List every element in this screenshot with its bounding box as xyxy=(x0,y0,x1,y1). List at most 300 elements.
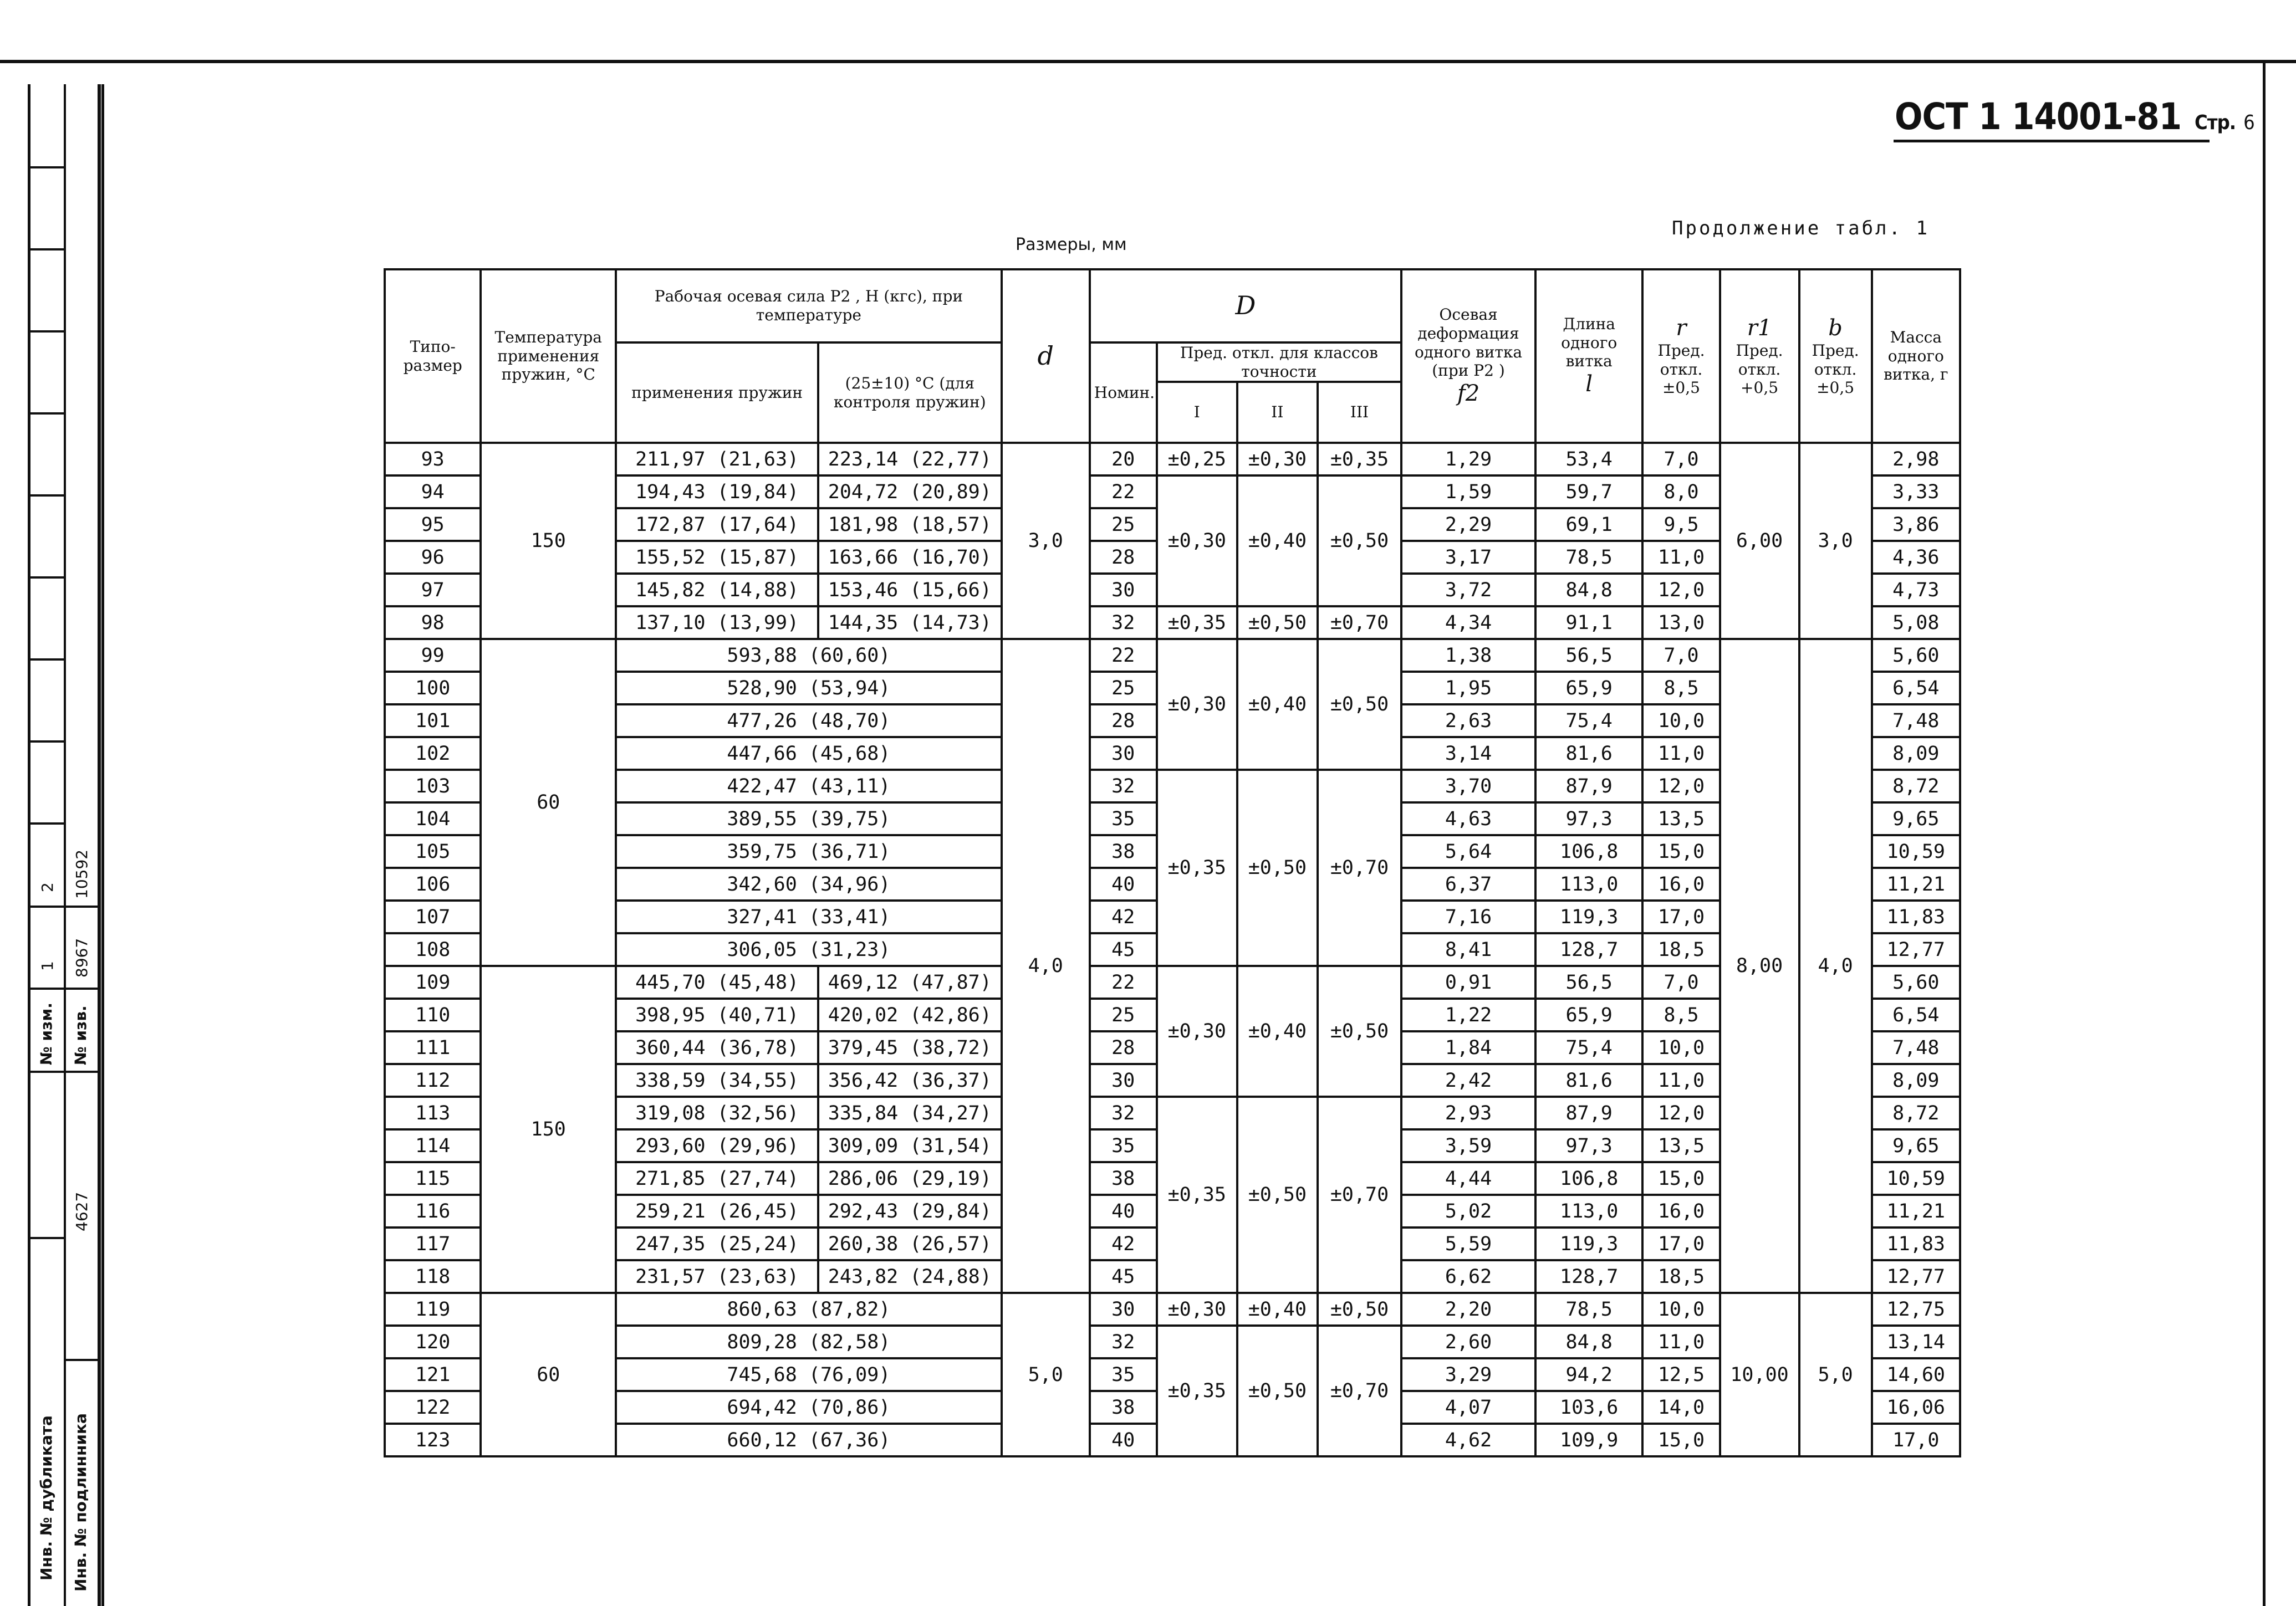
stamp-cell xyxy=(30,248,64,333)
cell-r: 13,0 xyxy=(1642,606,1720,639)
cell-size-type: 102 xyxy=(385,737,481,770)
cell-mass: 11,83 xyxy=(1872,901,1960,933)
cell-tolerance-class-1: ±0,35 xyxy=(1157,770,1237,966)
cell-size-type: 123 xyxy=(385,1424,481,1456)
cell-D-nominal: 25 xyxy=(1090,672,1157,704)
header-b-symbol: b xyxy=(1828,315,1843,341)
cell-temperature: 60 xyxy=(481,1293,616,1456)
stamp-label-duplicate: Инв. № дубликата xyxy=(37,1415,55,1581)
cell-deformation: 7,16 xyxy=(1401,901,1535,933)
cell-tolerance-class-1: ±0,30 xyxy=(1157,1293,1237,1326)
cell-force-application: 271,85 (27,74) xyxy=(616,1162,818,1195)
cell-mass: 9,65 xyxy=(1872,1129,1960,1162)
stamp-label-doc: № изв. xyxy=(72,1005,90,1065)
cell-deformation: 1,59 xyxy=(1401,475,1535,508)
cell-size-type: 121 xyxy=(385,1358,481,1391)
cell-r: 13,5 xyxy=(1642,802,1720,835)
cell-length: 81,6 xyxy=(1535,737,1642,770)
cell-D-nominal: 35 xyxy=(1090,1129,1157,1162)
cell-mass: 4,73 xyxy=(1872,574,1960,606)
cell-force-control: 309,09 (31,54) xyxy=(818,1129,1002,1162)
cell-force: 342,60 (34,96) xyxy=(616,868,1001,901)
cell-tolerance-class-2: ±0,40 xyxy=(1237,639,1318,770)
cell-force: 327,41 (33,41) xyxy=(616,901,1001,933)
cell-r: 10,0 xyxy=(1642,1031,1720,1064)
cell-length: 128,7 xyxy=(1535,933,1642,966)
cell-force-application: 360,44 (36,78) xyxy=(616,1031,818,1064)
cell-tolerance-class-1: ±0,25 xyxy=(1157,443,1237,475)
stamp-cell xyxy=(30,988,64,1073)
cell-temperature: 60 xyxy=(481,639,616,966)
cell-length: 106,8 xyxy=(1535,835,1642,868)
header-D: D xyxy=(1090,269,1401,342)
cell-D-nominal: 22 xyxy=(1090,639,1157,672)
stamp-cell xyxy=(30,330,64,415)
stamp-inventory-no: 4627 xyxy=(73,1191,91,1231)
cell-tolerance-class-3: ±0,70 xyxy=(1318,606,1401,639)
cell-length: 113,0 xyxy=(1535,1195,1642,1227)
cell-mass: 11,21 xyxy=(1872,868,1960,901)
stamp-cell xyxy=(65,1071,98,1361)
cell-tolerance-class-3: ±0,35 xyxy=(1318,443,1401,475)
cell-deformation: 3,17 xyxy=(1401,541,1535,574)
cell-mass: 8,09 xyxy=(1872,737,1960,770)
cell-deformation: 1,95 xyxy=(1401,672,1535,704)
header-mass: Масса одного витка, г xyxy=(1872,269,1960,443)
cell-r: 17,0 xyxy=(1642,901,1720,933)
cell-D-nominal: 30 xyxy=(1090,574,1157,606)
cell-r: 10,0 xyxy=(1642,1293,1720,1326)
cell-r: 15,0 xyxy=(1642,1424,1720,1456)
cell-force-application: 172,87 (17,64) xyxy=(616,508,818,541)
table-row xyxy=(385,443,1960,475)
cell-length: 78,5 xyxy=(1535,1293,1642,1326)
cell-mass: 17,0 xyxy=(1872,1424,1960,1456)
stamp-doc-no-2: 10592 xyxy=(73,849,91,899)
cell-tolerance-class-2: ±0,50 xyxy=(1237,770,1318,966)
cell-size-type: 106 xyxy=(385,868,481,901)
header-D-tolerance: Пред. откл. для классов точности xyxy=(1157,342,1401,382)
cell-length: 87,9 xyxy=(1535,770,1642,802)
cell-length: 78,5 xyxy=(1535,541,1642,574)
cell-force-application: 247,35 (25,24) xyxy=(616,1227,818,1260)
cell-size-type: 105 xyxy=(385,835,481,868)
cell-tolerance-class-3: ±0,70 xyxy=(1318,1097,1401,1293)
cell-length: 113,0 xyxy=(1535,868,1642,901)
header-force-control: (25±10) °С (для контроля пружин) xyxy=(818,342,1002,443)
cell-D-nominal: 32 xyxy=(1090,1326,1157,1358)
header-length-symbol: l xyxy=(1585,371,1593,397)
cell-force-control: 163,66 (16,70) xyxy=(818,541,1002,574)
cell-force-application: 231,57 (23,63) xyxy=(616,1260,818,1293)
cell-deformation: 6,37 xyxy=(1401,868,1535,901)
cell-r: 8,5 xyxy=(1642,672,1720,704)
header-length-label: Длина одного витка xyxy=(1561,315,1618,371)
cell-deformation: 3,70 xyxy=(1401,770,1535,802)
cell-mass: 8,72 xyxy=(1872,770,1960,802)
cell-mass: 2,98 xyxy=(1872,443,1960,475)
stamp-cell xyxy=(30,84,64,168)
cell-size-type: 109 xyxy=(385,966,481,999)
header-class-2: II xyxy=(1237,382,1318,443)
cell-D-nominal: 25 xyxy=(1090,508,1157,541)
stamp-label-original: Инв. № подлинника xyxy=(72,1413,90,1592)
cell-mass: 10,59 xyxy=(1872,1162,1960,1195)
page-label: Стр. xyxy=(2195,111,2236,134)
cell-b: 3,0 xyxy=(1799,443,1872,639)
cell-size-type: 113 xyxy=(385,1097,481,1129)
cell-tolerance-class-2: ±0,40 xyxy=(1237,966,1318,1097)
cell-D-nominal: 35 xyxy=(1090,1358,1157,1391)
cell-d: 5,0 xyxy=(1002,1293,1090,1456)
cell-force: 809,28 (82,58) xyxy=(616,1326,1001,1358)
cell-deformation: 3,14 xyxy=(1401,737,1535,770)
cell-deformation: 4,44 xyxy=(1401,1162,1535,1195)
cell-tolerance-class-1: ±0,35 xyxy=(1157,1097,1237,1293)
cell-force-application: 293,60 (29,96) xyxy=(616,1129,818,1162)
cell-mass: 7,48 xyxy=(1872,1031,1960,1064)
header-d: d xyxy=(1002,269,1090,443)
cell-mass: 13,14 xyxy=(1872,1326,1960,1358)
stamp-cell xyxy=(65,1359,98,1603)
spring-parameters-table xyxy=(384,268,1961,1457)
cell-deformation: 2,42 xyxy=(1401,1064,1535,1097)
stamp-cell xyxy=(30,412,64,497)
cell-D-nominal: 30 xyxy=(1090,1293,1157,1326)
cell-force-control: 420,02 (42,86) xyxy=(818,999,1002,1031)
cell-d: 4,0 xyxy=(1002,639,1090,1293)
cell-force: 359,75 (36,71) xyxy=(616,835,1001,868)
table-row xyxy=(385,639,1960,672)
cell-deformation: 4,62 xyxy=(1401,1424,1535,1456)
cell-mass: 12,77 xyxy=(1872,933,1960,966)
cell-length: 69,1 xyxy=(1535,508,1642,541)
header-length xyxy=(1535,269,1642,443)
document-code-text: ОСТ 1 14001-81 xyxy=(1895,95,2182,138)
stamp-cell xyxy=(30,822,64,908)
cell-force: 528,90 (53,94) xyxy=(616,672,1001,704)
cell-D-nominal: 32 xyxy=(1090,770,1157,802)
cell-tolerance-class-2: ±0,40 xyxy=(1237,1293,1318,1326)
cell-tolerance-class-1: ±0,35 xyxy=(1157,606,1237,639)
cell-force-control: 181,98 (18,57) xyxy=(818,508,1002,541)
cell-r: 11,0 xyxy=(1642,541,1720,574)
cell-length: 91,1 xyxy=(1535,606,1642,639)
cell-deformation: 2,93 xyxy=(1401,1097,1535,1129)
stamp-column-docs xyxy=(65,84,98,1606)
cell-D-nominal: 40 xyxy=(1090,1424,1157,1456)
cell-force-application: 445,70 (45,48) xyxy=(616,966,818,999)
cell-r1: 10,00 xyxy=(1720,1293,1799,1456)
header-b xyxy=(1799,269,1872,443)
cell-size-type: 110 xyxy=(385,999,481,1031)
table-row xyxy=(385,1293,1960,1326)
cell-mass: 7,48 xyxy=(1872,704,1960,737)
cell-force-control: 469,12 (47,87) xyxy=(818,966,1002,999)
cell-size-type: 112 xyxy=(385,1064,481,1097)
cell-r: 9,5 xyxy=(1642,508,1720,541)
header-temperature: Температура применения пружин, °С xyxy=(481,269,616,443)
cell-tolerance-class-3: ±0,50 xyxy=(1318,475,1401,606)
cell-force: 860,63 (87,82) xyxy=(616,1293,1001,1326)
cell-D-nominal: 28 xyxy=(1090,541,1157,574)
cell-deformation: 1,84 xyxy=(1401,1031,1535,1064)
cell-mass: 3,33 xyxy=(1872,475,1960,508)
cell-D-nominal: 40 xyxy=(1090,868,1157,901)
cell-mass: 10,59 xyxy=(1872,835,1960,868)
cell-mass: 6,54 xyxy=(1872,672,1960,704)
cell-size-type: 118 xyxy=(385,1260,481,1293)
cell-r: 12,5 xyxy=(1642,1358,1720,1391)
cell-r: 8,5 xyxy=(1642,999,1720,1031)
header-force: Рабочая осевая сила P2 , Н (кгс), при температуре xyxy=(616,269,1001,342)
cell-tolerance-class-1: ±0,30 xyxy=(1157,966,1237,1097)
cell-D-nominal: 30 xyxy=(1090,1064,1157,1097)
cell-r: 8,0 xyxy=(1642,475,1720,508)
cell-mass: 11,21 xyxy=(1872,1195,1960,1227)
cell-tolerance-class-1: ±0,30 xyxy=(1157,475,1237,606)
stamp-doc-no-1: 8967 xyxy=(73,938,91,978)
cell-tolerance-class-2: ±0,30 xyxy=(1237,443,1318,475)
cell-force-application: 211,97 (21,63) xyxy=(616,443,818,475)
frame-right-line xyxy=(2263,62,2266,1606)
header-b-tolerance: Пред. откл. ±0,5 xyxy=(1812,341,1859,397)
cell-force-application: 137,10 (13,99) xyxy=(616,606,818,639)
cell-length: 65,9 xyxy=(1535,672,1642,704)
cell-size-type: 108 xyxy=(385,933,481,966)
cell-size-type: 93 xyxy=(385,443,481,475)
cell-r: 16,0 xyxy=(1642,1195,1720,1227)
stamp-cell xyxy=(30,1237,64,1603)
cell-mass: 4,36 xyxy=(1872,541,1960,574)
cell-length: 81,6 xyxy=(1535,1064,1642,1097)
cell-deformation: 1,22 xyxy=(1401,999,1535,1031)
cell-D-nominal: 30 xyxy=(1090,737,1157,770)
cell-D-nominal: 32 xyxy=(1090,606,1157,639)
cell-force-control: 243,82 (24,88) xyxy=(818,1260,1002,1293)
cell-force-application: 194,43 (19,84) xyxy=(616,475,818,508)
header-r xyxy=(1642,269,1720,443)
header-r1-tolerance: Пред. откл. +0,5 xyxy=(1736,341,1783,397)
header-force-application: применения пружин xyxy=(616,342,818,443)
cell-force: 593,88 (60,60) xyxy=(616,639,1001,672)
cell-r: 11,0 xyxy=(1642,737,1720,770)
cell-force-application: 145,82 (14,88) xyxy=(616,574,818,606)
cell-size-type: 100 xyxy=(385,672,481,704)
cell-length: 94,2 xyxy=(1535,1358,1642,1391)
cell-force-control: 292,43 (29,84) xyxy=(818,1195,1002,1227)
header-r1-symbol: r1 xyxy=(1747,315,1772,341)
cell-D-nominal: 20 xyxy=(1090,443,1157,475)
cell-tolerance-class-3: ±0,50 xyxy=(1318,639,1401,770)
cell-tolerance-class-2: ±0,50 xyxy=(1237,1097,1318,1293)
cell-size-type: 122 xyxy=(385,1391,481,1424)
cell-tolerance-class-2: ±0,40 xyxy=(1237,475,1318,606)
stamp-cell xyxy=(30,166,64,250)
stamp-cell xyxy=(65,988,98,1073)
cell-force: 447,66 (45,68) xyxy=(616,737,1001,770)
cell-mass: 14,60 xyxy=(1872,1358,1960,1391)
cell-deformation: 5,02 xyxy=(1401,1195,1535,1227)
cell-tolerance-class-1: ±0,35 xyxy=(1157,1326,1237,1456)
cell-mass: 6,54 xyxy=(1872,999,1960,1031)
cell-mass: 5,60 xyxy=(1872,966,1960,999)
cell-D-nominal: 22 xyxy=(1090,475,1157,508)
cell-tolerance-class-3: ±0,70 xyxy=(1318,1326,1401,1456)
cell-length: 59,7 xyxy=(1535,475,1642,508)
cell-r: 17,0 xyxy=(1642,1227,1720,1260)
stamp-cell xyxy=(30,740,64,825)
stamp-cell xyxy=(30,576,64,661)
cell-size-type: 95 xyxy=(385,508,481,541)
cell-r: 13,5 xyxy=(1642,1129,1720,1162)
cell-length: 75,4 xyxy=(1535,1031,1642,1064)
cell-temperature: 150 xyxy=(481,966,616,1293)
header-D-nominal: Номин. xyxy=(1090,342,1157,443)
cell-length: 56,5 xyxy=(1535,639,1642,672)
cell-mass: 3,86 xyxy=(1872,508,1960,541)
cell-size-type: 99 xyxy=(385,639,481,672)
cell-force: 422,47 (43,11) xyxy=(616,770,1001,802)
cell-size-type: 94 xyxy=(385,475,481,508)
cell-force: 389,55 (39,75) xyxy=(616,802,1001,835)
cell-r: 15,0 xyxy=(1642,1162,1720,1195)
cell-r: 16,0 xyxy=(1642,868,1720,901)
cell-deformation: 2,63 xyxy=(1401,704,1535,737)
cell-r: 12,0 xyxy=(1642,770,1720,802)
cell-r: 10,0 xyxy=(1642,704,1720,737)
cell-deformation: 4,34 xyxy=(1401,606,1535,639)
stamp-cell xyxy=(30,1071,64,1239)
cell-D-nominal: 25 xyxy=(1090,999,1157,1031)
cell-force: 477,26 (48,70) xyxy=(616,704,1001,737)
cell-deformation: 3,72 xyxy=(1401,574,1535,606)
cell-deformation: 2,60 xyxy=(1401,1326,1535,1358)
document-code-underline xyxy=(1894,140,2210,142)
cell-length: 53,4 xyxy=(1535,443,1642,475)
cell-temperature: 150 xyxy=(481,443,616,639)
cell-mass: 5,08 xyxy=(1872,606,1960,639)
stamp-cell xyxy=(65,906,98,990)
cell-force-control: 356,42 (36,37) xyxy=(818,1064,1002,1097)
cell-D-nominal: 32 xyxy=(1090,1097,1157,1129)
cell-size-type: 119 xyxy=(385,1293,481,1326)
cell-mass: 12,77 xyxy=(1872,1260,1960,1293)
cell-force-control: 286,06 (29,19) xyxy=(818,1162,1002,1195)
header-r1 xyxy=(1720,269,1799,443)
stamp-cell xyxy=(30,658,64,743)
cell-force-control: 153,46 (15,66) xyxy=(818,574,1002,606)
stamp-cell xyxy=(30,494,64,579)
cell-force-control: 204,72 (20,89) xyxy=(818,475,1002,508)
cell-r: 18,5 xyxy=(1642,933,1720,966)
cell-size-type: 97 xyxy=(385,574,481,606)
cell-tolerance-class-3: ±0,70 xyxy=(1318,770,1401,966)
cell-length: 87,9 xyxy=(1535,1097,1642,1129)
cell-length: 84,8 xyxy=(1535,574,1642,606)
cell-force-application: 338,59 (34,55) xyxy=(616,1064,818,1097)
stamp-change-no-1: 1 xyxy=(38,961,57,971)
cell-size-type: 98 xyxy=(385,606,481,639)
cell-r: 7,0 xyxy=(1642,443,1720,475)
cell-mass: 16,06 xyxy=(1872,1391,1960,1424)
cell-size-type: 117 xyxy=(385,1227,481,1260)
cell-r: 11,0 xyxy=(1642,1326,1720,1358)
cell-length: 97,3 xyxy=(1535,802,1642,835)
cell-force: 306,05 (31,23) xyxy=(616,933,1001,966)
cell-r: 15,0 xyxy=(1642,835,1720,868)
cell-r: 12,0 xyxy=(1642,574,1720,606)
header-deformation-label: Осевая деформация одного витка (при P2 ) xyxy=(1414,305,1523,380)
document-code xyxy=(1895,95,2254,138)
cell-size-type: 101 xyxy=(385,704,481,737)
cell-tolerance-class-3: ±0,50 xyxy=(1318,1293,1401,1326)
cell-length: 103,6 xyxy=(1535,1391,1642,1424)
cell-force: 660,12 (67,36) xyxy=(616,1424,1001,1456)
stamp-cell xyxy=(30,906,64,990)
cell-deformation: 8,41 xyxy=(1401,933,1535,966)
cell-force-application: 319,08 (32,56) xyxy=(616,1097,818,1129)
cell-force-application: 155,52 (15,87) xyxy=(616,541,818,574)
cell-force-control: 335,84 (34,27) xyxy=(818,1097,1002,1129)
frame-top-line xyxy=(0,60,2296,63)
cell-D-nominal: 38 xyxy=(1090,835,1157,868)
cell-r: 18,5 xyxy=(1642,1260,1720,1293)
cell-force: 694,42 (70,86) xyxy=(616,1391,1001,1424)
cell-r: 7,0 xyxy=(1642,639,1720,672)
cell-force-control: 379,45 (38,72) xyxy=(818,1031,1002,1064)
header-deformation-symbol: f2 xyxy=(1457,380,1480,406)
cell-size-type: 114 xyxy=(385,1129,481,1162)
stamp-label-change: № изм. xyxy=(37,1003,55,1065)
cell-tolerance-class-3: ±0,50 xyxy=(1318,966,1401,1097)
cell-tolerance-class-2: ±0,50 xyxy=(1237,606,1318,639)
cell-length: 97,3 xyxy=(1535,1129,1642,1162)
header-r-tolerance: Пред. откл. ±0,5 xyxy=(1657,341,1705,397)
cell-r: 14,0 xyxy=(1642,1391,1720,1424)
cell-b: 5,0 xyxy=(1799,1293,1872,1456)
dimensions-note: Размеры, мм xyxy=(1016,235,1127,254)
page-number: 6 xyxy=(2243,111,2254,134)
cell-length: 128,7 xyxy=(1535,1260,1642,1293)
cell-D-nominal: 38 xyxy=(1090,1162,1157,1195)
header-r-symbol: r xyxy=(1676,315,1687,341)
cell-D-nominal: 42 xyxy=(1090,901,1157,933)
cell-force-control: 223,14 (22,77) xyxy=(818,443,1002,475)
cell-mass: 5,60 xyxy=(1872,639,1960,672)
header-deformation xyxy=(1401,269,1535,443)
cell-D-nominal: 35 xyxy=(1090,802,1157,835)
cell-deformation: 4,63 xyxy=(1401,802,1535,835)
cell-mass: 9,65 xyxy=(1872,802,1960,835)
cell-D-nominal: 22 xyxy=(1090,966,1157,999)
stamp-cell xyxy=(65,822,98,908)
cell-force-control: 260,38 (26,57) xyxy=(818,1227,1002,1260)
cell-mass: 12,75 xyxy=(1872,1293,1960,1326)
table-body xyxy=(385,443,1960,1456)
cell-r1: 6,00 xyxy=(1720,443,1799,639)
cell-tolerance-class-1: ±0,30 xyxy=(1157,639,1237,770)
cell-size-type: 120 xyxy=(385,1326,481,1358)
cell-D-nominal: 45 xyxy=(1090,933,1157,966)
header-class-1: I xyxy=(1157,382,1237,443)
cell-mass: 11,83 xyxy=(1872,1227,1960,1260)
cell-deformation: 5,64 xyxy=(1401,835,1535,868)
cell-length: 75,4 xyxy=(1535,704,1642,737)
cell-deformation: 4,07 xyxy=(1401,1391,1535,1424)
cell-D-nominal: 38 xyxy=(1090,1391,1157,1424)
cell-force-application: 259,21 (26,45) xyxy=(616,1195,818,1227)
